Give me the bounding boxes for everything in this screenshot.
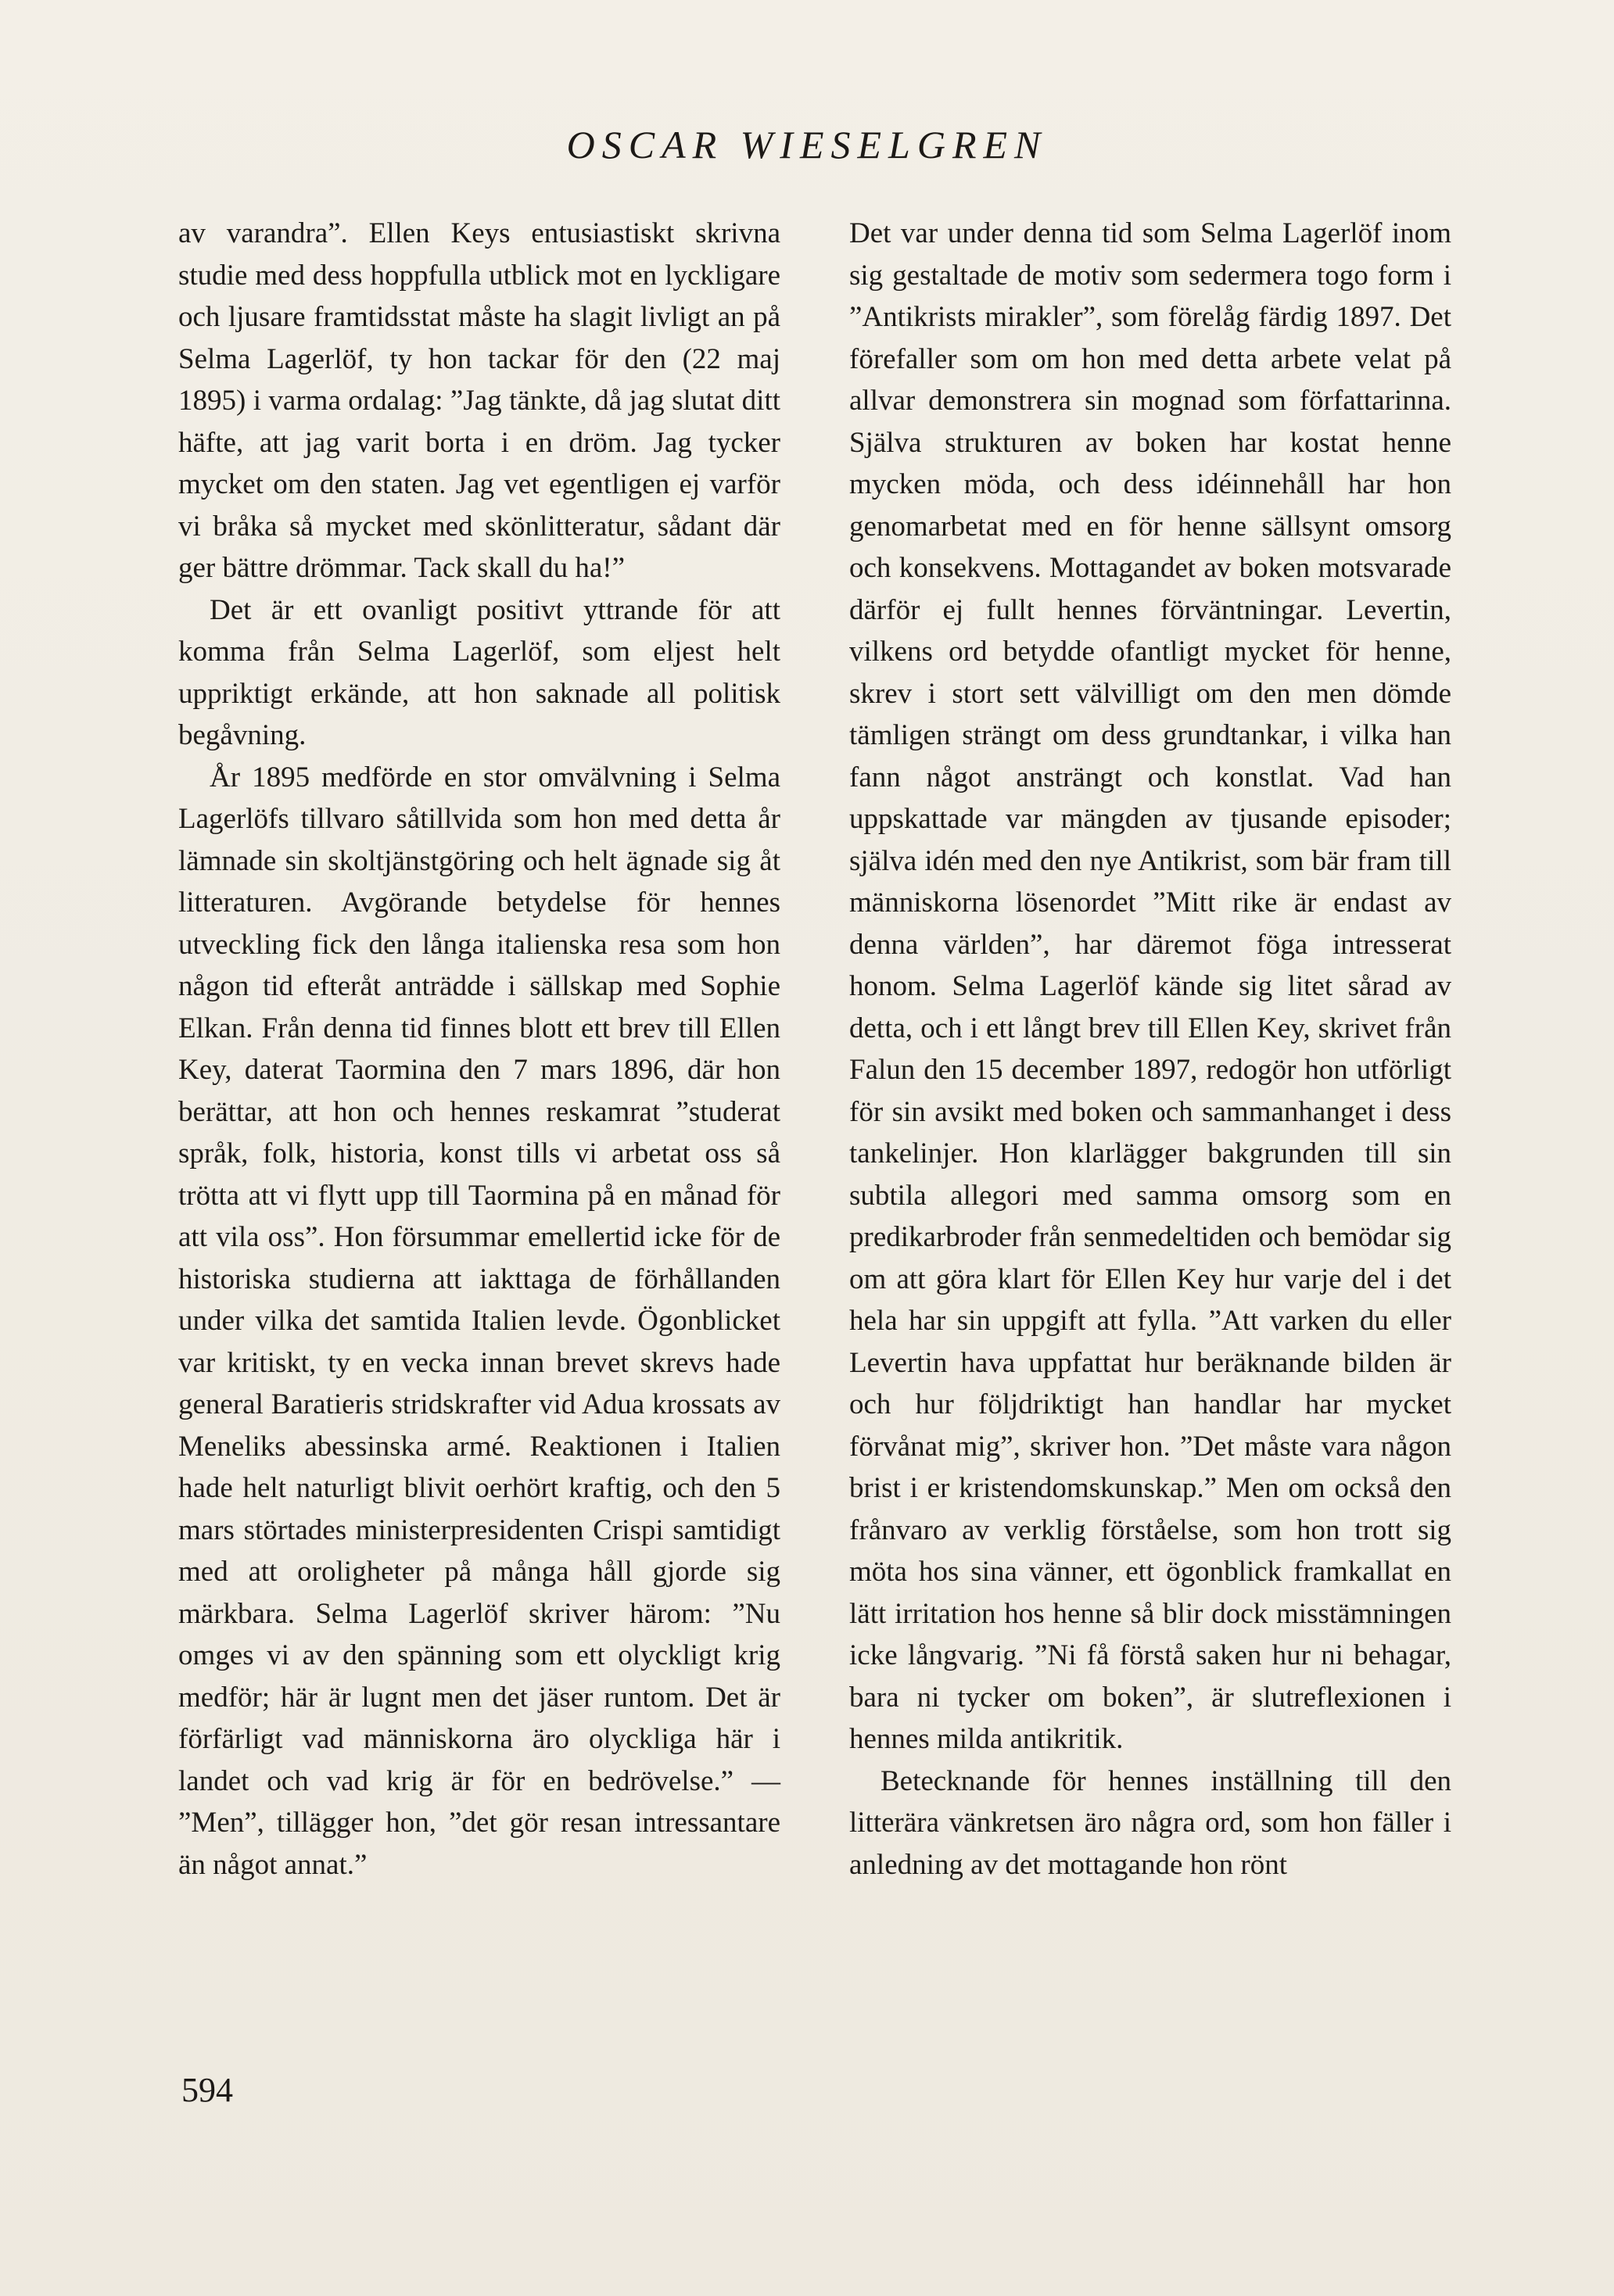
- left-paragraph-2: Det är ett ovanligt positivt yttrande för att komma från Selma Lagerlöf, som eljest helt uppriktigt erkände, att hon saknade all politisk begåvning.: [178, 593, 780, 751]
- left-column: [178, 213, 780, 1886]
- right-paragraph-2: Betecknande för hennes inställning till den litterära vänkretsen äro några ord, som hon fäller i anledning av det mottagande hon rönt: [849, 1764, 1451, 1881]
- right-column: [849, 213, 1451, 1886]
- running-head: OSCAR WIESELGREN: [566, 123, 1048, 167]
- right-paragraph-1: Det var under denna tid som Selma Lagerlöf inom sig gestaltade de motiv som sedermera togo form i ”Antikrists mirakler”, som förelåg färdig 1897. Det förefaller som om hon med detta arbete velat på allvar demonstrera sin mognad som författarinna. Själva strukturen av boken har kostat henne mycken möda, och dess idéinnehåll har hon genomarbetat med en för henne sällsynt omsorg och konsekvens. Mottagandet av boken motsvarade därför ej fullt hennes förväntningar. Levertin, vilkens ord betydde ofantligt mycket för henne, skrev i stort sett välvilligt om den men dömde tämligen strängt om dess grundtankar, i vilka han fann något ansträngt och konstlat. Vad han uppskattade var mängden av tjusande episoder; själva idén med den nye Antikrist, som bär fram till människorna lösenordet ”Mitt rike är endast av denna världen”, har däremot föga intresserat honom. Selma Lagerlöf kände sig litet sårad av detta, och i ett långt brev till Ellen Key, skrivet från Falun den 15 december 1897, redogör hon utförligt för sin avsikt med boken och sammanhanget i dess tankelinjer. Hon klarlägger bakgrunden till sin subtila allegori med samma omsorg som en predikarbroder från senmedeltiden och bemödar sig om att göra klart för Ellen Key hur varje del i det hela har sin uppgift att fylla. ”Att varken du eller Levertin hava uppfattat hur beräknande bilden är och hur följdriktigt han handlar har mycket förvånat mig”, skriver hon. ”Det måste vara någon brist i er kristendomskunskap.” Men om också den frånvaro av verklig förståelse, som hon trott sig möta hos sina vänner, ett ögonblick framkallat en lätt irritation hos henne så blir dock misstämningen icke långvarig. ”Ni få förstå saken hur ni behagar, bara ni tycker om boken”, är slutreflexionen i hennes milda antikritik.: [849, 217, 1451, 1755]
- left-paragraph-3: År 1895 medförde en stor omvälvning i Selma Lagerlöfs tillvaro såtillvida som hon med detta år lämnade sin skoltjänstgöring och helt ägnade sig åt litteraturen. Avgörande betydelse för hennes utveckling fick den långa italienska resa som hon någon tid efteråt anträdde i sällskap med Sophie Elkan. Från denna tid finnes blott ett brev till Ellen Key, daterat Taormina den 7 mars 1896, där hon berättar, att hon och hennes reskamrat ”studerat språk, folk, historia, konst tills vi arbetat oss så trötta att vi flytt upp till Taormina på en månad för att vila oss”. Hon försummar emellertid icke för de historiska studierna att iakttaga de förhållanden under vilka det samtida Italien levde. Ögonblicket var kritiskt, ty en vecka innan brevet skrevs hade general Baratieris stridskrafter vid Adua krossats av Meneliks abessinska armé. Reaktionen i Italien hade helt naturligt blivit oerhört kraftig, och den 5 mars störtades ministerpresidenten Crispi samtidigt med att oroligheter på många håll gjorde sig märkbara. Selma Lagerlöf skriver härom: ”Nu omges vi av den spänning som ett olyckligt krig medför; här är lugnt men det jäser runtom. Det är förfärligt vad människorna äro olyckliga här i landet och vad krig är för en bedrövelse.” — ”Men”, tillägger hon, ”det gör resan intressantare än något annat.”: [178, 761, 780, 1881]
- left-paragraph-1: av varandra”. Ellen Keys entusiastiskt skrivna studie med dess hoppfulla utblick mot en lyckligare och ljusare framtidsstat måste ha slagit livligt an på Selma Lagerlöf, ty hon tackar för den (22 maj 1895) i varma ordalag: ”Jag tänkte, då jag slutat ditt häfte, att jag varit borta i en dröm. Jag tycker mycket om den staten. Jag vet egentligen ej varför vi bråka så mycket med skönlitteratur, sådant där ger bättre drömmar. Tack skall du ha!”: [178, 217, 780, 584]
- page-number: 594: [181, 2071, 233, 2109]
